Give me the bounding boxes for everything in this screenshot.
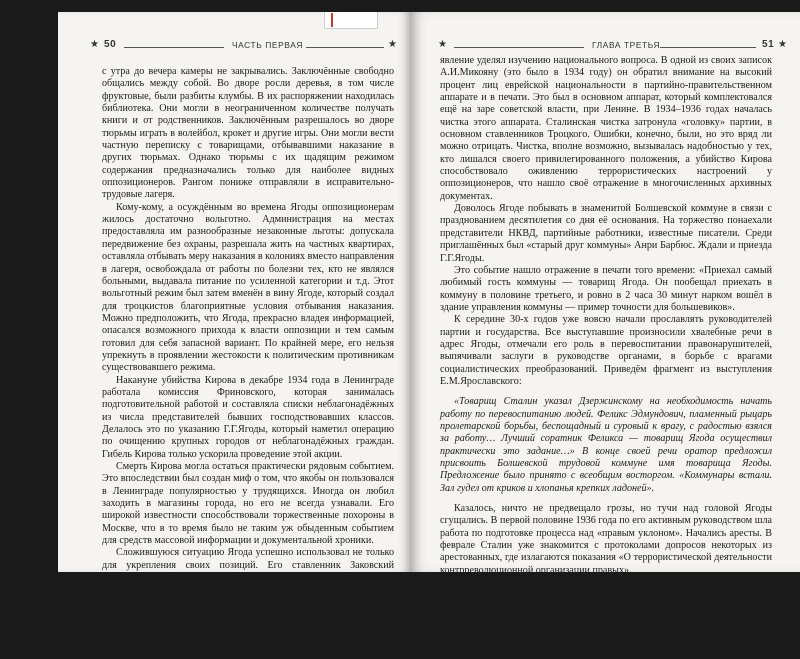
left-page — [58, 12, 410, 658]
star-icon: ★ — [388, 39, 398, 50]
block-quote: «Товарищ Сталин указал Дзержинскому на необходимость начать работу по перевоспитанию людей. Феликс Эдмундович, пламенный рыцарь пролетарской борьбы, беспощадный и суровый к врагу, с радостью взялся за работу… Лучший соратник Феликса — товарищ Ягода осуществил практически это задание…» В конце своей речи оратор предложил присвоить Болшевской трудовой коммуне имя товарища Ягоды. Предложение было принято с всеобщим восторгом. «Коммунары встали. Зал гудел от криков и хлопанья крепких ладоней». — [440, 396, 772, 494]
right-running-head — [438, 39, 788, 54]
head-rule — [660, 47, 756, 48]
paragraph: К середине 30-х годов уже вовсю начали прославлять руководителей партии и государства. Все выступавшие произносили хвалебные речи в адрес Ягоды, отмечали его роль в перевоспитании правонарушителей, выпячивали заслуги в руководстве органами, в борьбе с врагами социалистических преобразований. Приведём фрагмент из выступления Е.М.Ярославского: — [440, 314, 772, 387]
left-page-number: 50 — [104, 39, 117, 50]
bookmark-tab — [324, 12, 378, 29]
paragraph: явление уделял изучению национального вопроса. В одной из своих записок А.И.Микояну (это было в 1934 году) он обратил внимание на высокий процент лиц еврейской национальности в партийно-правительственном аппарате и в печати. Это был в основном аппарат, который комплектовался ещё на заре советской власти, при Ленине. В 1934–1936 годах началась чистка этого аппарата. Сталинская чистка затронула «головку» партии, в основном ставленников Троцкого. Ошибки, конечно, были, но это вряд ли можно отрицать. Чистка, вполне возможно, вызывалась надобностью у тех, кто лишался своего привилегированного положения, а убийство Кирова способствовало оживлению террористических настроений у оппозиционеров, что нашло своё отражение в многочисленных архивных документах. — [440, 55, 772, 202]
paragraph: Сложившуюся ситуацию Ягода успешно использовал не только для укрепления своих позиций. Его ставленник Заковский возглавил разгромленный аппарат УНКВД Ленинградской области. Началась чистка кадрового состава органов НКВД и в других областях и республиках. — [102, 547, 394, 608]
paragraph: Смерть Кирова могла остаться практически рядовым событием. Это впоследствии был создан миф о том, что якобы он пользовался в Ленинграде популярностью у трудящихся. Иногда он любил заходить в магазины города, но его не всегда узнавали. Его широкой известности способствовали торжественные похороны в Москве, что в то время было не таким уж обыденным событием для средств массовой информации и документальной хроники. — [102, 461, 394, 547]
paragraph: Казалось, ничто не предвещало грозы, но тучи над головой Ягоды сгущались. В первой половине 1936 года по его активным руководством шла работа по подготовке процесса над «правым уклоном». Начались аресты. В феврале Сталин уже знакомится с протоколами допросов некоторых из арестованных, где излагаются показания «О террористической деятельности контрреволюционной организации правых». — [440, 503, 772, 576]
right-page-number: 51 — [762, 39, 775, 50]
paragraph: Доволось Ягоде побывать в знаменитой Болшевской коммуне в связи с празднованием десятилетия со дня её основания. На торжество понаехали представители НКВД, партийные работники, известные писатели. Среди приглашённых был «старый друг коммуны» Анри Барбюс. Ждали и приезда Г.Г.Ягоды. — [440, 203, 772, 264]
paragraph: Кому-кому, а осуждённым во времена Ягоды оппозиционерам жилось достаточно вольготно. Администрация на местах предоставляла им разнообразные незаконные льготы: допускала передвижение без охраны, разрешала жить на частных квартирах, оставляла отбывать меру наказания в колониях вместо направления в лагеря, освобождала от работы по болезни тех, кто не являлся больными, выдавала питание по усиленной категории и т.д. Этот вольготный режим был затем вменён в вину Ягоде, который создал для троцкистов благоприятные условия отбывания наказания. Можно предположить, что Ягода, прекрасно владея информацией, опасался возможного прихода к власти оппозиции и тем самым готовил для себя запасной вариант. По крайней мере, его нельзя упрекнуть в проявлении жестокости к политическим противникам существовавшего режима. — [102, 201, 394, 374]
right-running-title: ГЛАВА ТРЕТЬЯ — [592, 40, 661, 50]
head-rule — [124, 47, 224, 48]
paragraph: Между тем И.В.Сталин внимательно следил за действиями Г.Г.Ягоды после того, как на XVII съезде партии одержал окончательную победу над оппозиционерами всех мастей. Известно, что он про- — [102, 609, 394, 658]
star-icon: ★ — [438, 39, 448, 50]
head-rule — [454, 47, 584, 48]
head-rule — [306, 47, 384, 48]
paragraph: Это событие нашло отражение в печати того времени: «Приехал самый любимый гость коммуны — товарищ Ягода. Он пообещал приехать в коммуну в половине третьего, и ровно в 2 часа 30 минут нарком вошёл в здание управления коммуны — пример точности для большевиков». — [440, 264, 772, 313]
right-page — [410, 12, 800, 576]
paragraph: Накануне убийства Кирова в декабре 1934 года в Ленинграде работала комиссия Фриновского, которая занималась подготовительной работой и составляла списки неблагонадёжных из числа представителей бывших господствовавших классов. Делалось это по указанию Г.Г.Ягоды, который наметил операцию по очищению крупных городов от неблагонадёжных граждан. Гибель Кирова только ускорила проведение этой акции. — [102, 374, 394, 460]
right-body-text — [440, 55, 772, 577]
star-icon: ★ — [778, 39, 788, 50]
paragraph: с утра до вечера камеры не закрывались. Заключённые свободно общались между собой. Во дворе росли деревья, в том числе фруктовые, были разбиты клумбы. В их распоряжении находилась библиотека. Они могли в неограниченном количестве получать книги и от родственников. Заключённым разрешалось во дворе тюрьмы играть в волейбол, крокет и другие игры. Они могли вести частную переписку с товарищами, отбывавшими наказание в других тюрьмах. Однако тюрьмы с их щадящим режимом содержания предназначались только для наиболее видных оппозиционеров. Рангом пониже отправляли в исправительно-трудовые лагеря. — [102, 66, 394, 201]
star-icon: ★ — [90, 39, 100, 50]
left-running-head — [82, 40, 400, 54]
left-running-title: ЧАСТЬ ПЕРВАЯ — [232, 40, 304, 50]
left-body-text — [102, 66, 394, 659]
